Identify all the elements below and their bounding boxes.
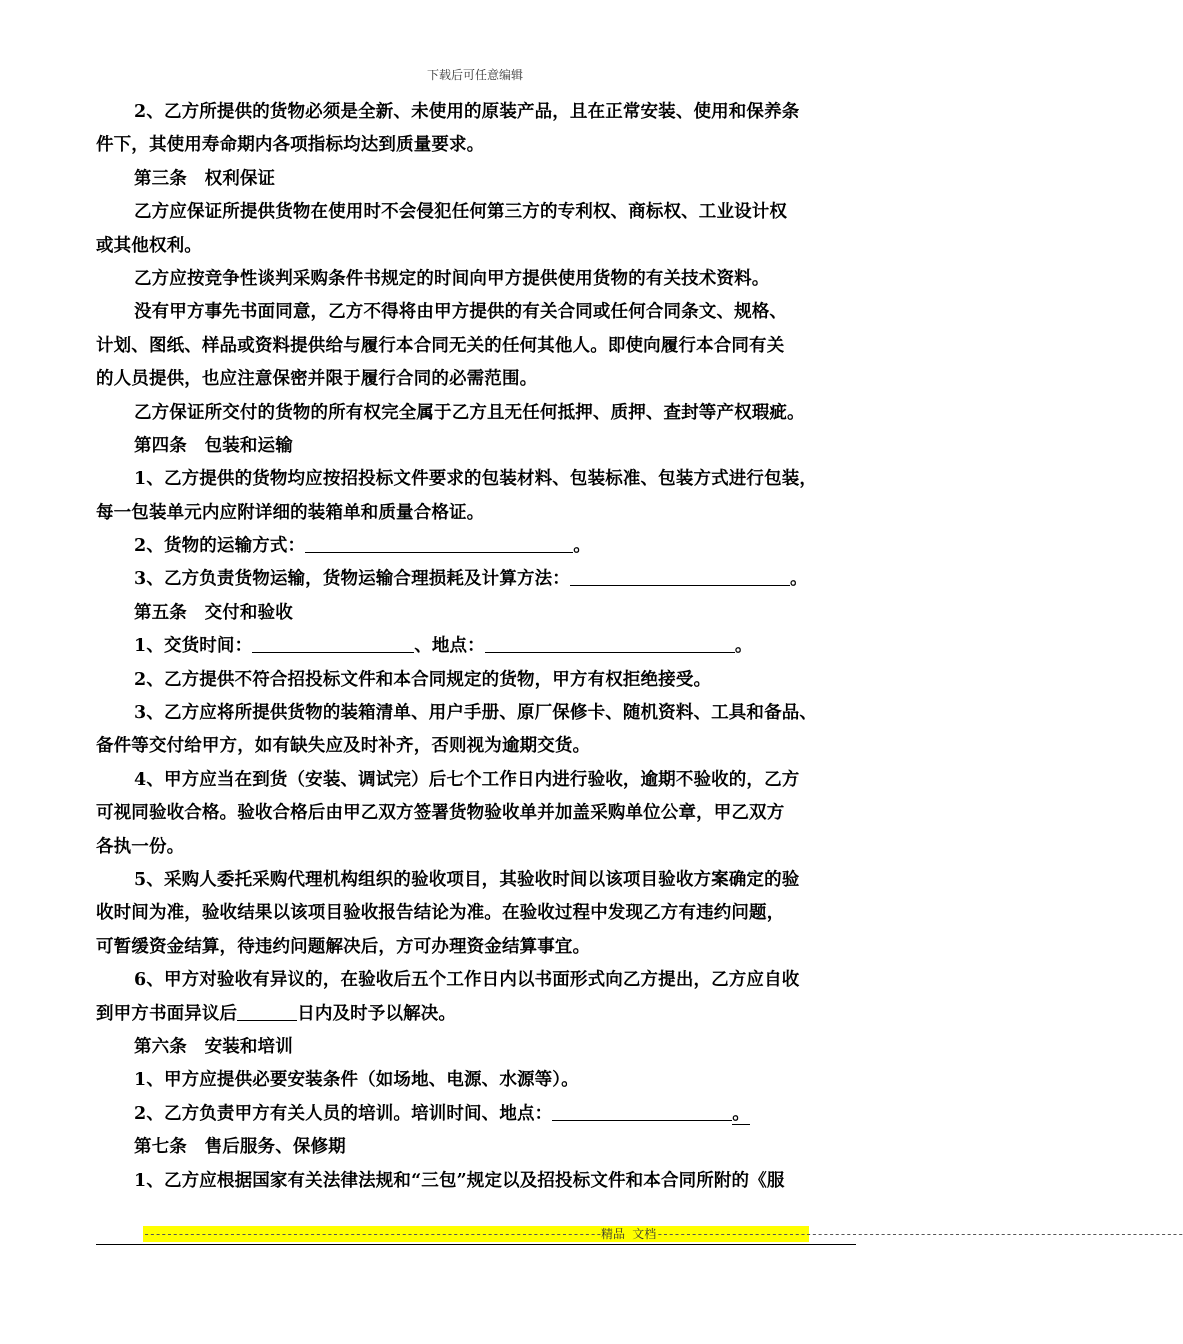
line-text: 4、甲方应当在到货（安装、调试完）后七个工作日内进行验收，逾期不验收的，乙方 xyxy=(134,769,800,790)
text-line xyxy=(96,129,861,162)
line-text: 乙方应保证所提供货物在使用时不会侵犯任何第三方的专利权、商标权、工业设计权 xyxy=(134,202,788,223)
line-text: 计划、图纸、样品或资料提供给与履行本合同无关的任何其他人。即使向履行本合同有关 xyxy=(96,335,785,356)
line-text: 2、货物的运输方式： xyxy=(134,536,306,557)
line-text: 乙方应按竞争性谈判采购条件书规定的时间向甲方提供使用货物的有关技术资料。 xyxy=(134,268,770,289)
line-text-after-blank: 日内及时予以解决。 xyxy=(297,1003,457,1024)
text-line xyxy=(96,664,861,697)
line-text-after-blank: 。 xyxy=(573,536,591,557)
text-line xyxy=(96,263,861,296)
text-line xyxy=(96,1098,861,1131)
text-line xyxy=(96,530,861,563)
line-text: 备件等交付给甲方，如有缺失应及时补齐，否则视为逾期交货。 xyxy=(96,736,591,757)
line-text: 3、乙方应将所提供货物的装箱清单、用户手册、原厂保修卡、随机资料、工具和备品、 xyxy=(134,703,818,724)
footer-rule xyxy=(96,1244,856,1245)
line-text: 收时间为准，验收结果以该项目验收报告结论为准。在验收过程中发现乙方有违约问题， xyxy=(96,903,785,924)
line-text-after-blank: 、地点： xyxy=(414,636,485,657)
text-line xyxy=(96,998,861,1031)
text-line xyxy=(96,1064,861,1097)
text-line xyxy=(96,230,861,263)
line-text: 可视同验收合格。验收合格后由甲乙双方签署货物验收单并加盖采购单位公章，甲乙双方 xyxy=(96,803,785,824)
line-text: 或其他权利。 xyxy=(96,235,202,256)
line-text: 可暂缓资金结算，待违约问题解决后，方可办理资金结算事宜。 xyxy=(96,936,591,957)
document-body xyxy=(96,96,861,1198)
line-text: 第四条 包装和运输 xyxy=(134,435,293,456)
text-line xyxy=(96,931,861,964)
line-text-after-blank: 。 xyxy=(732,1103,750,1124)
line-text: 2、乙方提供不符合招投标文件和本合同规定的货物，甲方有权拒绝接受。 xyxy=(134,669,712,690)
line-text: 到甲方书面异议后 xyxy=(96,1003,238,1024)
line-text: 乙方保证所交付的货物的所有权完全属于乙方且无任何抵押、质押、查封等产权瑕疵。 xyxy=(134,402,805,423)
footer-text: 精品 文档 xyxy=(600,1227,657,1241)
line-text: 5、采购人委托采购代理机构组织的验收项目，其验收时间以该项目验收方案确定的验 xyxy=(134,869,800,890)
text-line xyxy=(96,397,861,430)
fill-in-blank[interactable] xyxy=(252,630,414,653)
text-line xyxy=(96,730,861,763)
fill-in-blank[interactable] xyxy=(570,563,790,586)
line-text: 1、交货时间： xyxy=(134,636,253,657)
text-line xyxy=(96,597,861,630)
line-text: 的人员提供，也应注意保密并限于履行合同的必需范围。 xyxy=(96,369,538,390)
line-text: 件下，其使用寿命期内各项指标均达到质量要求。 xyxy=(96,135,485,156)
text-line xyxy=(96,1131,861,1164)
text-line xyxy=(96,630,861,663)
text-line xyxy=(96,196,861,229)
text-line xyxy=(96,497,861,530)
text-line xyxy=(96,831,861,864)
text-line xyxy=(96,864,861,897)
text-line xyxy=(96,1031,861,1064)
line-text: 1、乙方应根据国家有关法律法规和“三包”规定以及招投标文件和本合同所附的《服 xyxy=(134,1170,785,1191)
line-text: 1、甲方应提供必要安装条件（如场地、电源、水源等）。 xyxy=(134,1070,579,1091)
line-text: 6、甲方对验收有异议的，在验收后五个工作日内以书面形式向乙方提出，乙方应自收 xyxy=(134,970,800,991)
line-text-after-blank: 。 xyxy=(789,569,808,590)
text-line xyxy=(96,563,861,596)
line-text: 各执一份。 xyxy=(96,836,185,857)
text-line xyxy=(96,964,861,997)
footer-label: --------------------------------------------------------------------------------精品 文档-------------------------------------------------------------------------------------------- xyxy=(143,1227,1183,1241)
line-text: 2、乙方所提供的货物必须是全新、未使用的原装产品，且在正常安装、使用和保养条 xyxy=(134,102,800,122)
text-line xyxy=(96,430,861,463)
line-text: 2、乙方负责甲方有关人员的培训。培训时间、地点： xyxy=(134,1103,553,1124)
fill-in-blank[interactable] xyxy=(237,998,297,1021)
line-text: 第六条 安装和培训 xyxy=(134,1036,293,1057)
text-line xyxy=(96,463,861,496)
fill-in-blank[interactable] xyxy=(485,630,735,653)
line-text: 第七条 售后服务、保修期 xyxy=(134,1137,346,1158)
text-line xyxy=(96,96,861,129)
line-text: 每一包装单元内应附详细的装箱单和质量合格证。 xyxy=(96,502,485,523)
text-line xyxy=(96,697,861,730)
text-line xyxy=(96,330,861,363)
text-line xyxy=(96,797,861,830)
text-line xyxy=(96,163,861,196)
line-text: 3、乙方负责货物运输，货物运输合理损耗及计算方法： xyxy=(134,569,570,590)
line-text: 第五条 交付和验收 xyxy=(134,602,293,623)
line-text: 没有甲方事先书面同意，乙方不得将由甲方提供的有关合同或任何合同条文、规格、 xyxy=(134,302,788,323)
line-text: 1、乙方提供的货物均应按招投标文件要求的包装材料、包装标准、包装方式进行包装， xyxy=(134,469,818,490)
line-text-after-blank: 。 xyxy=(734,636,753,657)
fill-in-blank[interactable] xyxy=(305,530,573,553)
text-line xyxy=(96,296,861,329)
page-header: 下载后可任意编辑 xyxy=(426,68,523,82)
text-line xyxy=(96,363,861,396)
line-text: 第三条 权利保证 xyxy=(134,168,276,189)
text-line xyxy=(96,897,861,930)
fill-in-blank[interactable] xyxy=(552,1098,732,1121)
text-line xyxy=(96,764,861,797)
text-line xyxy=(96,1165,861,1198)
